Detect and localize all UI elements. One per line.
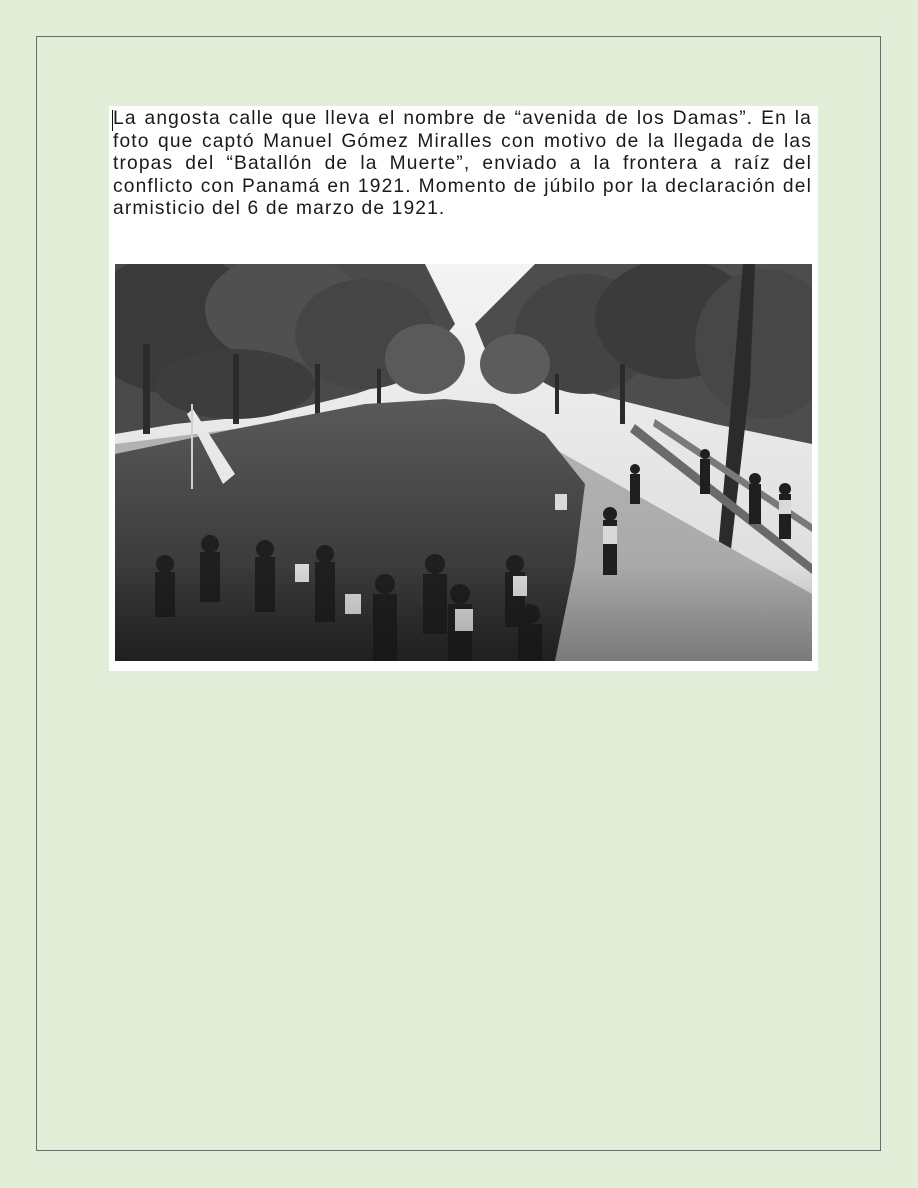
historical-photo-parade[interactable] bbox=[115, 264, 812, 661]
caption-and-photo-box bbox=[109, 106, 818, 671]
photo-caption[interactable]: La angosta calle que lleva el nombre de “avenida de los Damas”. En la foto que captó Manuel Gómez Miralles con motivo de la llegada de las tropas del “Batallón de la Muerte”, enviado a la frontera a raíz del conflicto con Panamá en 1921. Momento de júbilo por la declaración del armisticio del 6 de marzo de 1921. bbox=[113, 108, 812, 220]
